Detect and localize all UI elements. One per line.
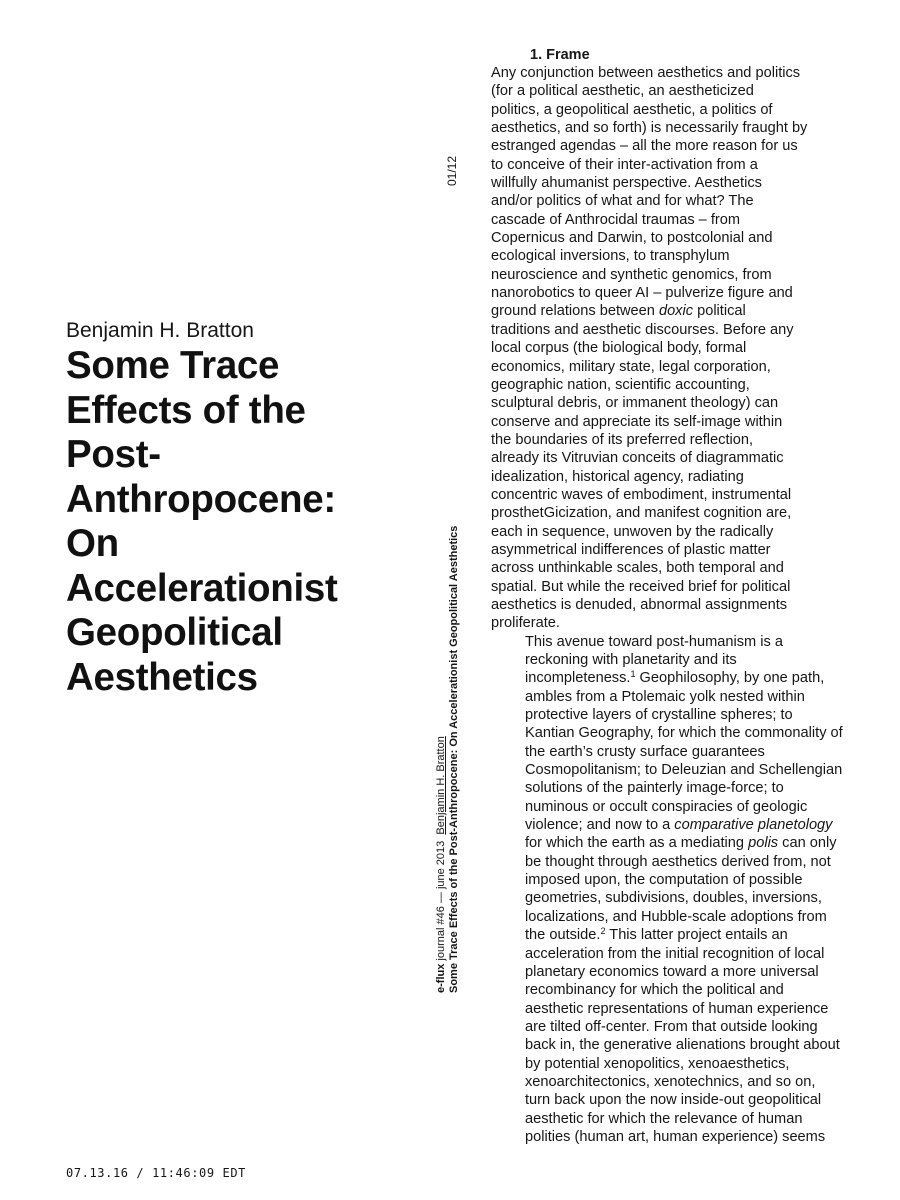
text-line: the boundaries of its preferred reflection,: [491, 431, 754, 448]
title-line: Some Trace: [66, 344, 280, 387]
text-line: reckoning with planetarity and its: [525, 652, 737, 668]
text-line: idealization, historical agency, radiating: [491, 468, 744, 485]
title-line: Effects of the: [66, 388, 306, 432]
text-segment: political: [693, 303, 746, 320]
text-line: each in sequence, unwoven by the radically: [491, 523, 774, 540]
title-line: On: [66, 522, 119, 565]
text-line: aesthetics, and so forth) is necessarily fraught by: [491, 120, 808, 137]
italic-term: polis: [748, 835, 779, 852]
text-line: the earth’s crusty surface guarantees: [525, 743, 765, 760]
text-line: asymmetrical indifferences of plastic matter: [491, 541, 771, 558]
footnote-ref-2[interactable]: 2: [600, 926, 606, 937]
author-name: Benjamin H. Bratton: [66, 319, 254, 342]
title-line: Accelerationist: [66, 566, 338, 610]
text-line: turn back upon the now inside-out geopolitical: [525, 1092, 822, 1109]
text-line: Any conjunction between aesthetics and politics: [491, 65, 801, 81]
text-line: back in, the generative alienations brought about: [525, 1037, 840, 1054]
text-line: aesthetic representations of human experience: [525, 1000, 829, 1017]
text-line: concentric waves of embodiment, instrumental: [491, 486, 792, 503]
journal-name: e-flux: [435, 963, 447, 993]
vertical-full-title: Some Trace Effects of the Post-Anthropocene: On Accelerationist Geopolitical Aesthetics: [448, 525, 460, 993]
text-line: polities (human art, human experience) seems: [525, 1128, 826, 1145]
text-segment: the outside.: [525, 927, 601, 944]
text-line: ecological inversions, to transphylum: [491, 248, 730, 265]
text-line: aesthetic for which the relevance of human: [525, 1110, 803, 1127]
italic-term: comparative planetology: [674, 817, 833, 834]
text-line: spatial. But while the received brief for political: [491, 578, 791, 595]
text-line: solutions of the painterly image-force; to: [525, 780, 784, 797]
text-line: [491, 816, 843, 834]
text-line: conserve and appreciate its self-image within: [491, 413, 783, 430]
text-line: ambles from a Ptolemaic yolk nested within: [525, 688, 805, 705]
text-line: [491, 834, 843, 852]
text-line: by potential xenopolitics, xenoaesthetics,: [525, 1055, 790, 1072]
text-line: and/or politics of what and for what? The: [491, 193, 754, 210]
text-segment: violence; and now to a: [525, 817, 675, 834]
text-line: traditions and aesthetic discourses. Before any: [491, 321, 794, 338]
footer-timestamp: 07.13.16 / 11:46:09 EDT: [66, 1166, 246, 1180]
text-line: estranged agendas – all the more reason for us: [491, 138, 798, 155]
text-line: (for a political aesthetic, an aestheticized: [491, 83, 754, 100]
text-line: imposed upon, the computation of possible: [525, 872, 803, 889]
text-line: economics, military state, legal corporation,: [491, 358, 771, 375]
article-body: [491, 64, 843, 1146]
title-line: Geopolitical: [66, 611, 283, 654]
title-line: Anthropocene:: [66, 477, 336, 521]
vertical-journal-info: [435, 526, 461, 993]
text-line: sculptural debris, or immanent theology) can: [491, 395, 779, 412]
italic-term: doxic: [658, 303, 694, 320]
text-line: neuroscience and synthetic genomics, from: [491, 266, 772, 283]
text-line: nanorobotics to queer AI – pulverize figure and: [491, 285, 793, 302]
text-segment: can only: [778, 835, 837, 852]
article-title: [66, 344, 406, 700]
text-segment: This latter project entails an: [605, 927, 788, 944]
text-segment: for which the earth as a mediating: [525, 835, 749, 852]
text-line: xenoarchitectonics, xenotechnics, and so on,: [525, 1073, 816, 1090]
footnote-ref-1[interactable]: 1: [630, 669, 636, 680]
text-line: acceleration from the initial recognition of local: [525, 945, 825, 962]
text-line: geometries, subdivisions, doubles, inversions,: [525, 890, 822, 907]
text-segment: ground relations between: [491, 303, 659, 320]
text-line: Cosmopolitanism; to Deleuzian and Schellengian: [525, 762, 843, 779]
text-line: [491, 669, 843, 687]
journal-issue: journal #46 — june 2013: [435, 840, 447, 961]
text-line: prosthetGicization, and manifest cognition are,: [491, 505, 792, 522]
text-line: be thought through aesthetics derived from, not: [525, 853, 831, 870]
text-line: planetary economics toward a more universal: [525, 963, 819, 980]
title-line: Post-: [66, 433, 161, 476]
journal-issue-line: [435, 526, 448, 993]
text-line: aesthetics is denuded, abnormal assignments: [491, 596, 788, 613]
text-line: [491, 926, 843, 944]
text-line: numinous or occult conspiracies of geologic: [525, 798, 808, 815]
text-line: politics, a geopolitical aesthetic, a politics of: [491, 101, 773, 118]
section-heading: 1. Frame: [530, 47, 590, 63]
author-link[interactable]: Benjamin H. Bratton: [435, 736, 447, 835]
text-segment: Geophilosophy, by one path,: [635, 670, 825, 687]
text-line: proliferate.: [491, 615, 560, 632]
text-line: protective layers of crystalline spheres; to: [525, 707, 793, 724]
text-line: to conceive of their inter-activation from a: [491, 156, 758, 173]
paragraph-2: [491, 633, 843, 1147]
title-line: Aesthetics: [66, 655, 258, 699]
text-line: across unthinkable scales, both temporal and: [491, 560, 784, 577]
paragraph-1: [491, 64, 843, 633]
text-line: cascade of Anthrocidal traumas – from: [491, 211, 741, 228]
text-line: local corpus (the biological body, formal: [491, 340, 747, 357]
page-number: 01/12: [445, 155, 459, 186]
text-segment: incompleteness.: [525, 670, 631, 687]
text-line: recombinancy for which the political and: [525, 982, 784, 999]
text-line: [491, 302, 843, 320]
text-line: are tilted off-center. From that outside looking: [525, 1018, 818, 1035]
text-line: geographic nation, scientific accounting,: [491, 376, 750, 393]
text-line: This avenue toward post-humanism is a: [525, 633, 783, 650]
text-line: already its Vitruvian conceits of diagrammatic: [491, 450, 784, 467]
text-line: Kantian Geography, for which the commonality of: [525, 725, 843, 742]
text-line: willfully ahumanist perspective. Aesthetics: [491, 175, 762, 192]
text-line: Copernicus and Darwin, to postcolonial and: [491, 230, 773, 247]
text-line: localizations, and Hubble-scale adoptions from: [525, 908, 827, 925]
